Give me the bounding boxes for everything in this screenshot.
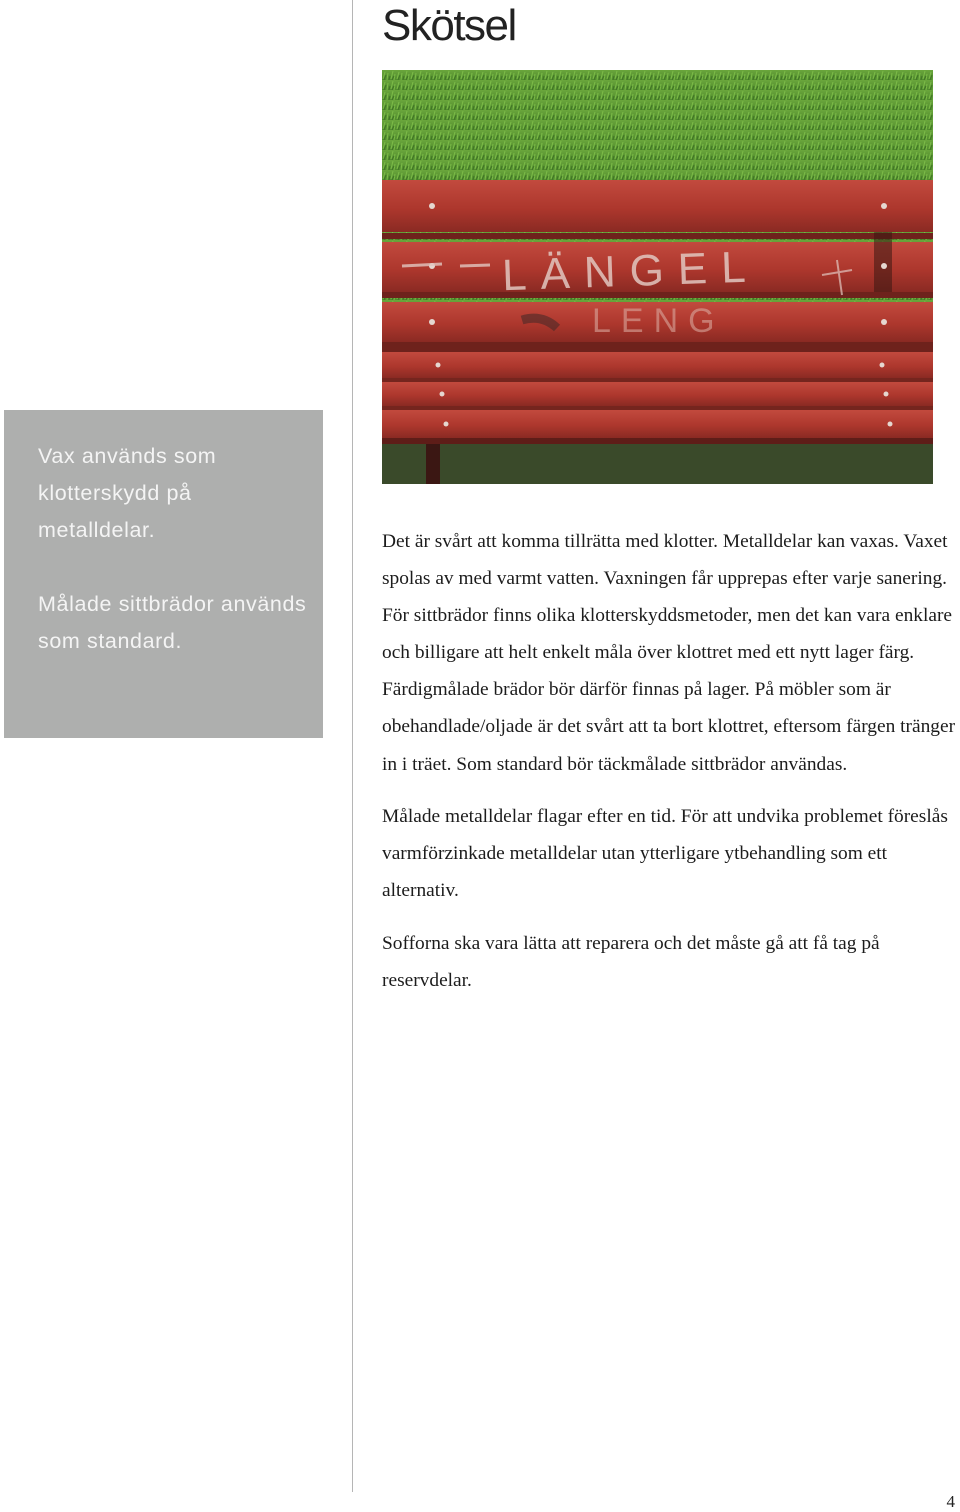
page-number: 4 [946,1492,955,1511]
graffiti-text: LÄNGEL [501,242,761,301]
body-paragraph: Målade metalldelar flagar efter en tid. För att undvika problemet föreslås varmförzinkade metalldelar utan ytterligare ytbehandling som ett alternativ. [382,806,948,902]
sidebar-paragraph: Vax används som klotterskydd på metalldelar. [38,444,217,542]
bench-plank [382,382,933,406]
bench-plank [382,352,933,378]
column-divider [352,0,353,1492]
body-paragraph: Det är svårt att komma tillrätta med klotter. Metalldelar kan vaxas. Vaxet spolas av med varmt vatten. Vaxningen får upprepas efter varje sanering. För sittbrädor finns olika klotterskyddsmetoder, men det kan vara enklare och billigare att helt enkelt måla över klottret med ett nytt lager färg. Färdigmålade brädor bör därför finnas på lager. På möbler som är obehandlade/oljade är det svårt att ta bort klottret, eftersom färgen tränger in i träet. Som standard bör täckmålade sittbrädor användas. [382,531,956,775]
bench-plank [382,180,933,232]
body-paragraph: Sofforna ska vara lätta att reparera och det måste gå att få tag på reservdelar. [382,932,880,992]
sidebar-callout [4,410,323,738]
svg-text:LENG: LENG [592,302,725,340]
sidebar-paragraph: Målade sittbrädor används som standard. [38,592,307,653]
bench-plank [382,410,933,438]
page-title: Skötsel [382,1,516,50]
bench-photo [382,70,933,484]
body-text [382,523,957,1015]
